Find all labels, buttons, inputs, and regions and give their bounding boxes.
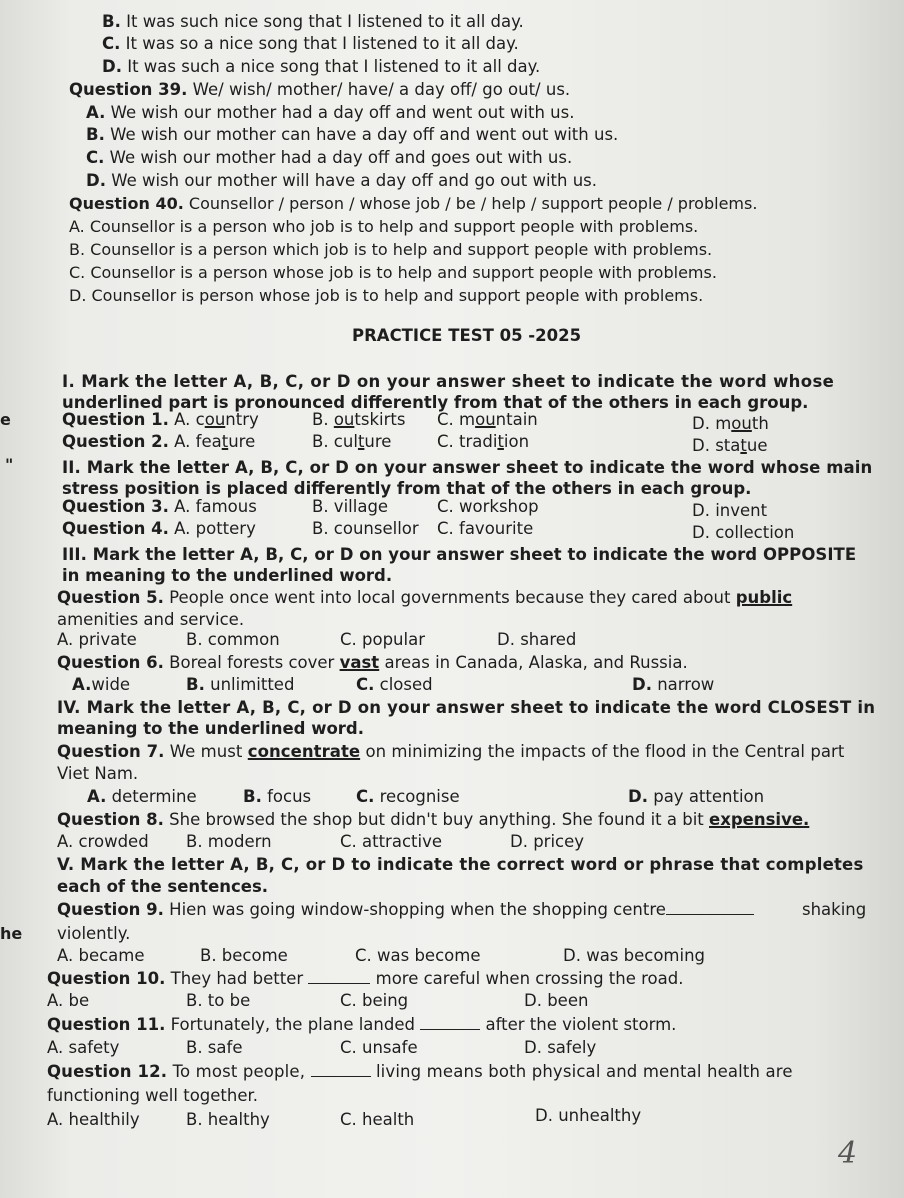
q8-option-c: C. attractive — [340, 832, 442, 851]
q10-stem: Question 10. They had better more careful when crossing the road. — [47, 969, 684, 988]
q8-option-d: D. pricey — [510, 832, 585, 851]
section-5-heading-line2: each of the sentences. — [57, 877, 269, 896]
q12-option-d: D. unhealthy — [535, 1106, 642, 1125]
section-3-heading-line2: in meaning to the underlined word. — [62, 566, 393, 585]
q2-option-c: C. tradition — [437, 432, 530, 451]
q6-option-a: A.wide — [72, 675, 131, 694]
q9-option-b: B. become — [200, 946, 288, 965]
q11-stem: Question 11. Fortunately, the plane landed after the violent storm. — [47, 1015, 677, 1034]
q6-option-d: D. narrow — [632, 675, 715, 694]
q12-stem-line2: functioning well together. — [47, 1086, 259, 1105]
q12-option-c: C. health — [340, 1110, 415, 1129]
q7-stem-line2: Viet Nam. — [57, 764, 139, 783]
q12-stem: Question 12. To most people, living means both physical and mental health are — [47, 1062, 793, 1081]
q11-option-b: B. safe — [186, 1038, 243, 1057]
q11-option-d: D. safely — [524, 1038, 597, 1057]
q9-option-d: D. was becoming — [563, 946, 706, 965]
q3-option-c: C. workshop — [437, 497, 539, 516]
page-number: 4 — [838, 1136, 858, 1171]
q39-option-a: A. We wish our mother had a day off and went out with us. — [86, 103, 575, 122]
q1-option-d: D. mouth — [692, 414, 769, 433]
q39-option-d: D. We wish our mother will have a day off and go out with us. — [86, 171, 597, 190]
q38-option-c: C. It was so a nice song that I listened to it all day. — [102, 34, 519, 53]
margin-fragment-he: he — [0, 924, 23, 943]
q10-option-a: A. be — [47, 991, 90, 1010]
q6-option-b: B. unlimitted — [186, 675, 295, 694]
q6-option-c: C. closed — [356, 675, 433, 694]
q8-option-a: A. crowded — [57, 832, 149, 851]
section-3-heading-line1: III. Mark the letter A, B, C, or D on your answer sheet to indicate the word OPPOSITE — [62, 545, 857, 564]
q12-blank — [311, 1062, 371, 1077]
q40-option-c: C. Counsellor is a person whose job is to help and support people with problems. — [69, 263, 717, 282]
q4-option-d: D. collection — [692, 523, 795, 542]
section-1-heading-line1: I. Mark the letter A, B, C, or D on your answer sheet to indicate the word whose — [62, 372, 835, 391]
q10-option-c: C. being — [340, 991, 409, 1010]
q40-prompt: Question 40. Counsellor / person / whose job / be / help / support people / problems. — [69, 194, 758, 213]
q1-label: Question 1. A. country — [62, 410, 259, 429]
q40-option-b: B. Counsellor is a person which job is to help and support people with problems. — [69, 240, 713, 259]
q5-option-d: D. shared — [497, 630, 577, 649]
q5-option-b: B. common — [186, 630, 280, 649]
q10-option-b: B. to be — [186, 991, 251, 1010]
q3-option-b: B. village — [312, 497, 389, 516]
q4-option-a: Question 4. A. pottery — [62, 519, 256, 538]
q5-option-a: A. private — [57, 630, 137, 649]
section-1-heading-line2: underlined part is pronounced differently from that of the others in each group. — [62, 393, 809, 412]
q9-stem-end: shaking — [802, 900, 867, 919]
q10-option-d: D. been — [524, 991, 589, 1010]
q40-option-a: A. Counsellor is a person who job is to help and support people with problems. — [69, 217, 699, 236]
q2-option-b: B. culture — [312, 432, 392, 451]
test-title: PRACTICE TEST 05 -2025 — [352, 326, 582, 345]
q5-stem: Question 5. People once went into local governments because they cared about public — [57, 588, 793, 607]
q7-option-d: D. pay attention — [628, 787, 765, 806]
q1-option-b: B. outskirts — [312, 410, 406, 429]
section-2-heading-line1: II. Mark the letter A, B, C, or D on your answer sheet to indicate the word whose main — [62, 458, 873, 477]
q10-blank — [308, 969, 370, 984]
q12-option-b: B. healthy — [186, 1110, 270, 1129]
q9-stem-line2: violently. — [57, 924, 131, 943]
q1-option-c: C. mountain — [437, 410, 538, 429]
q38-option-d: D. It was such a nice song that I listened to it all day. — [102, 57, 541, 76]
q39-option-c: C. We wish our mother had a day off and goes out with us. — [86, 148, 573, 167]
section-2-heading-line2: stress position is placed differently from that of the others in each group. — [62, 479, 752, 498]
margin-fragment-e: e — [0, 410, 11, 429]
q39-prompt: Question 39. We/ wish/ mother/ have/ a day off/ go out/ us. — [69, 80, 571, 99]
q6-stem: Question 6. Boreal forests cover vast areas in Canada, Alaska, and Russia. — [57, 653, 688, 672]
q7-option-a: A. determine — [87, 787, 197, 806]
q5-option-c: C. popular — [340, 630, 425, 649]
q3-option-d: D. invent — [692, 501, 768, 520]
q4-option-b: B. counsellor — [312, 519, 419, 538]
q11-option-c: C. unsafe — [340, 1038, 418, 1057]
q8-option-b: B. modern — [186, 832, 272, 851]
q3-option-a: Question 3. A. famous — [62, 497, 257, 516]
q9-stem: Question 9. Hien was going window-shopping when the shopping centre — [57, 900, 754, 920]
q11-option-a: A. safety — [47, 1038, 120, 1057]
q7-stem: Question 7. We must concentrate on minimizing the impacts of the flood in the Central part — [57, 742, 845, 761]
q7-option-b: B. focus — [243, 787, 312, 806]
q9-option-c: C. was become — [355, 946, 481, 965]
q40-option-d: D. Counsellor is person whose job is to help and support people with problems. — [69, 286, 704, 305]
q12-option-a: A. healthily — [47, 1110, 140, 1129]
q7-option-c: C. recognise — [356, 787, 460, 806]
q4-option-c: C. favourite — [437, 519, 534, 538]
q8-stem: Question 8. She browsed the shop but didn't buy anything. She found it a bit expensive. — [57, 810, 810, 829]
q9-option-a: A. became — [57, 946, 145, 965]
q2-option-d: D. statue — [692, 436, 768, 455]
q39-option-b: B. We wish our mother can have a day off and went out with us. — [86, 125, 619, 144]
q11-blank — [420, 1015, 480, 1030]
q38-option-b: B. It was such nice song that I listened to it all day. — [102, 12, 524, 31]
q9-blank — [666, 900, 754, 915]
margin-fragment-quote: " — [5, 455, 14, 474]
q2-label: Question 2. A. feature — [62, 432, 256, 451]
q5-stem-line2: amenities and service. — [57, 610, 245, 629]
section-4-heading-line1: IV. Mark the letter A, B, C, or D on your answer sheet to indicate the word CLOSEST in — [57, 698, 876, 717]
section-5-heading-line1: V. Mark the letter A, B, C, or D to indicate the correct word or phrase that completes — [57, 855, 864, 874]
section-4-heading-line2: meaning to the underlined word. — [57, 719, 364, 738]
